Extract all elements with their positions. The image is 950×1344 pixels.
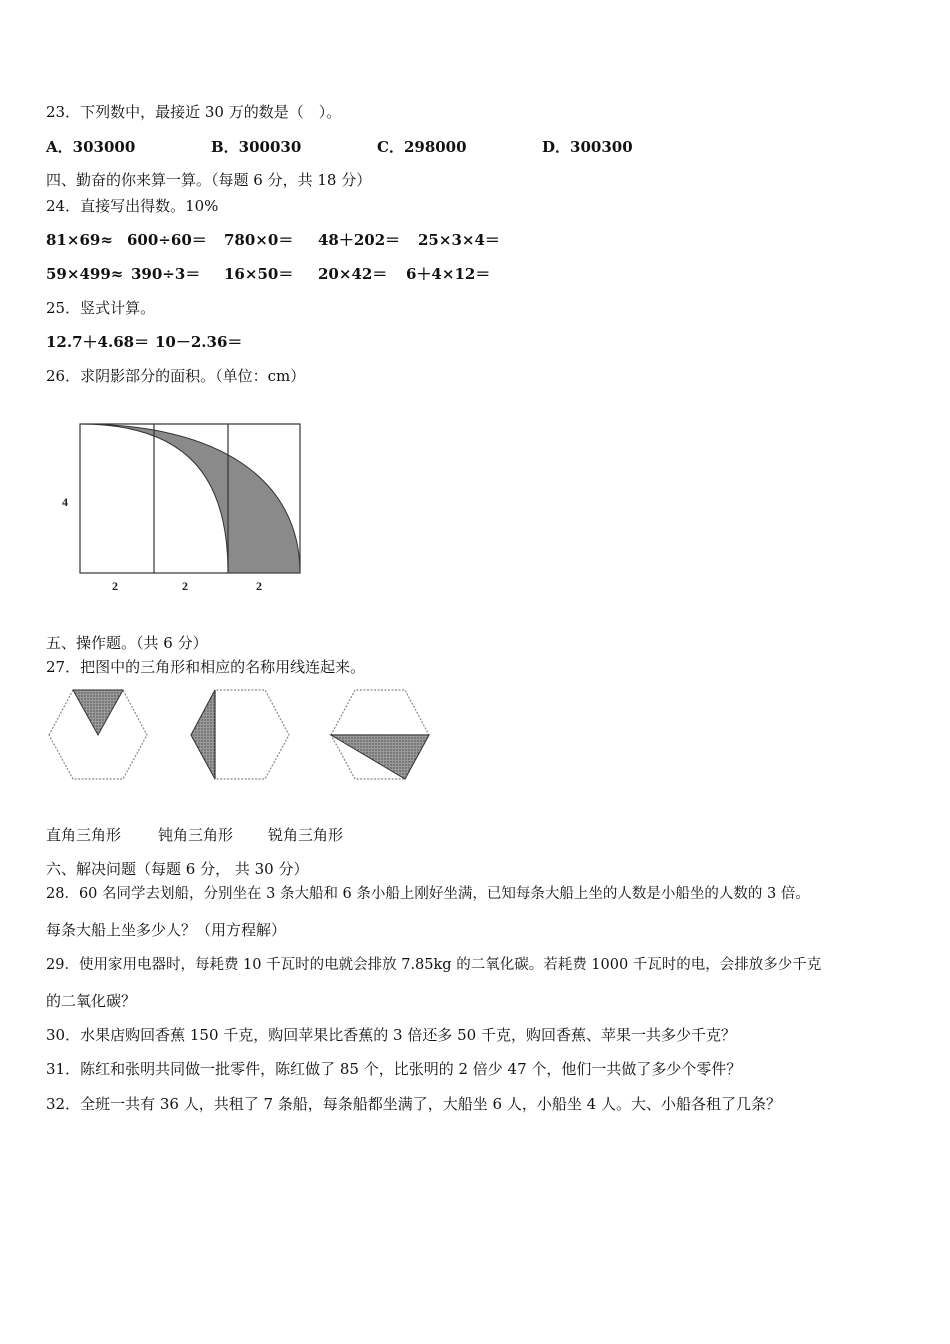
calc-item: 20×42＝	[318, 265, 388, 283]
question-28-line-1: 28．60 名同学去划船，分别坐在 3 条大船和 6 条小船上刚好坐满，已知每条大船上坐的人数是小船坐的人数的 3 倍。	[46, 886, 810, 902]
question-32: 32．全班一共有 36 人，共租了 7 条船，每条船都坐满了，大船坐 6 人，小船坐 4 人。大、小船各租了几条？	[46, 1095, 781, 1113]
triangle-name-acute: 锐角三角形	[268, 826, 344, 844]
question-29-line-2: 的二氧化碳？	[46, 992, 137, 1010]
triangle-name-right: 直角三角形	[46, 826, 122, 844]
calc-item: 780×0＝	[224, 231, 294, 249]
vertical-calc-item: 12.7＋4.68＝	[46, 333, 150, 351]
shaded-area-figure	[40, 410, 340, 610]
width-label: 2	[182, 579, 188, 593]
question-30: 30．水果店购回香蕉 150 千克，购回苹果比香蕉的 3 倍还多 50 千克，购回香蕉、苹果一共多少千克？	[46, 1026, 736, 1044]
question-29-line-1: 29．使用家用电器时，每耗费 10 千瓦时的电就会排放 7.85kg 的二氧化碳。若耗费 1000 千瓦时的电，会排放多少千克	[46, 957, 822, 973]
calc-item: 81×69≈	[46, 231, 113, 249]
triangle-shape	[73, 690, 123, 735]
calc-item: 59×499≈	[46, 265, 124, 283]
height-label: 4	[62, 495, 68, 509]
width-label: 2	[256, 579, 262, 593]
hexagon-figures	[45, 686, 465, 786]
option-c: C．298000	[377, 138, 467, 156]
option-b: B．300030	[211, 138, 302, 156]
calc-item: 16×50＝	[224, 265, 294, 283]
triangle-shape	[331, 735, 429, 779]
section-4-title: 四、勤奋的你来算一算。（每题 6 分，共 18 分）	[46, 171, 372, 189]
section-6-title: 六、解决问题（每题 6 分， 共 30 分）	[46, 860, 309, 878]
question-26-stem: 26．求阴影部分的面积。（单位：cm）	[46, 367, 306, 385]
triangle-name-obtuse: 钝角三角形	[158, 826, 234, 844]
option-a: A．303000	[46, 138, 136, 156]
question-23-stem: 23．下列数中，最接近 30 万的数是（ ）。	[46, 103, 342, 121]
question-27-stem: 27．把图中的三角形和相应的名称用线连起来。	[46, 658, 366, 676]
section-5-title: 五、操作题。（共 6 分）	[46, 634, 208, 652]
calc-item: 48＋202＝	[318, 231, 401, 249]
calc-item: 6＋4×12＝	[406, 265, 491, 283]
question-24-stem: 24．直接写出得数。10%	[46, 197, 219, 215]
question-28-line-2: 每条大船上坐多少人？（用方程解）	[46, 921, 287, 939]
shaded-region	[80, 424, 300, 573]
calc-item: 600÷60＝	[127, 231, 207, 249]
triangle-shape	[191, 690, 215, 779]
question-31: 31．陈红和张明共同做一批零件，陈红做了 85 个，比张明的 2 倍少 47 个，他们一共做了多少个零件？	[46, 1060, 742, 1078]
question-25-stem: 25．竖式计算。	[46, 299, 156, 317]
calc-item: 25×3×4＝	[418, 231, 500, 249]
vertical-calc-item: 10－2.36＝	[155, 333, 243, 351]
width-label: 2	[112, 579, 118, 593]
option-d: D．300300	[542, 138, 633, 156]
calc-item: 390÷3＝	[131, 265, 201, 283]
